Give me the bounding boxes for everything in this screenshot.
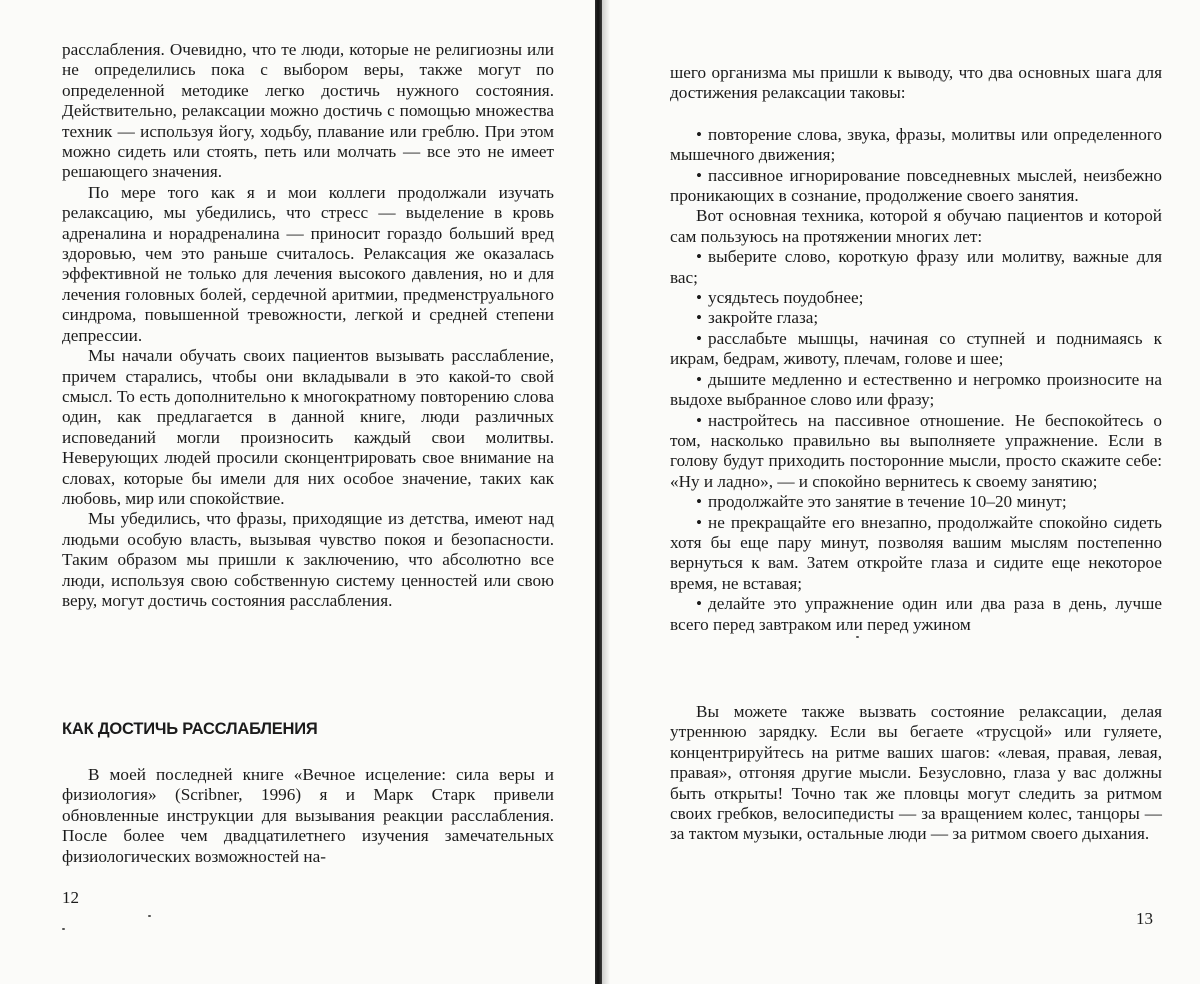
list-item: • делайте это упражнение один или два раза в день, лучше всего перед завтраком или перед ужином — [670, 594, 1162, 635]
technique-list — [670, 247, 1162, 635]
list-item: • пассивное игнорирование повседневных мыслей, неизбежно проникающих в сознание, продолжение своего занятия. — [670, 166, 1162, 207]
steps-list — [670, 125, 1162, 207]
paragraph: В моей последней книге «Вечное исцеление: сила веры и физиология» (Scribner, 1996) я и Марк Старк привели обновленные инструкции для вызывания реакции расслабления. После более чем двадцатилетнего изучения замечательных физиологических возможностей на- — [62, 765, 554, 867]
right-body-text-bottom — [670, 702, 1162, 845]
scan-speck — [62, 928, 65, 930]
paragraph: Мы убедились, что фразы, приходящие из детства, имеют над людьми особую власть, вызывая чувство покоя и безопасности. Таким образом мы пришли к заключению, что абсолютно все люди, используя свою собственную систему ценностей или свою веру, могут достичь состояния расслабления. — [62, 509, 554, 611]
list-item: • повторение слова, звука, фразы, молитвы или определенного мышечного движения; — [670, 125, 1162, 166]
bullet-icon: • — [696, 492, 702, 511]
bullet-icon: • — [696, 247, 702, 266]
page-number-left: 12 — [62, 888, 79, 908]
right-page — [0, 0, 1200, 984]
bullet-icon: • — [696, 329, 702, 348]
bullet-icon: • — [696, 288, 702, 307]
bullet-icon: • — [696, 370, 702, 389]
list-item: • закройте глаза; — [670, 308, 1162, 328]
list-item: • усядьтесь поудобнее; — [670, 288, 1162, 308]
bullet-icon: • — [696, 125, 702, 144]
paragraph: Вы можете также вызвать состояние релаксации, делая утреннюю зарядку. Если вы бегаете «трусцой» или гуляете, концентрируйтесь на ритме ваших шагов: «левая, правая, левая, правая», отгоняя другие мысли. Безусловно, глаза у вас должны быть открыты! Точно так же пловцы могут следить за ритмом своих гребков, велосипедисты — за вращением колес, танцоры — за тактом музыки, остальные люди — за ритмом своего дыхания. — [670, 702, 1162, 845]
section-heading: КАК ДОСТИЧЬ РАССЛАБЛЕНИЯ — [62, 720, 554, 739]
page-number-right: 13 — [1136, 909, 1153, 929]
paragraph: Мы начали обучать своих пациентов вызывать расслабление, причем старались, чтобы они вкладывали в это какой-то свой смысл. То есть дополнительно к многократному повторению слова один, как предлагается в данной книге, люди различных исповеданий могли произносить каждый свои молитвы. Неверующих людей просили сконцентрировать свое внимание на словах, которые бы имели для них особое значение, таких как любовь, мир или спокойствие. — [62, 346, 554, 509]
bullet-icon: • — [696, 594, 702, 613]
bullet-icon: • — [696, 411, 702, 430]
list-item: • настройтесь на пассивное отношение. Не беспокойтесь о том, насколько правильно вы выполняете упражнение. Если в голову будут приходить посторонние мысли, просто скажите себе: «Ну и ладно», — и спокойно вернитесь к своему занятию; — [670, 411, 1162, 493]
bullet-icon: • — [696, 513, 702, 532]
list-item: • продолжайте это занятие в течение 10–20 минут; — [670, 492, 1162, 512]
list-item: • выберите слово, короткую фразу или молитву, важные для вас; — [670, 247, 1162, 288]
list-item: • не прекращайте его внезапно, продолжайте спокойно сидеть хотя бы еще пару минут, позволяя вашим мыслям постепенно вернуться к вам. Затем откройте глаза и сидите еще некоторое время, не вставая; — [670, 513, 1162, 595]
bullet-icon: • — [696, 166, 702, 185]
bullet-icon: • — [696, 308, 702, 327]
paragraph: шего организма мы пришли к выводу, что два основных шага для достижения релаксации таковы: — [670, 63, 1162, 104]
right-body-text — [670, 63, 1162, 635]
paragraph: По мере того как я и мои коллеги продолжали изучать релаксацию, мы убедились, что стресс — выделение в кровь адреналина и норадреналина — приносит гораздо больший вред здоровью, чем это раньше считалось. Релаксация же оказалась эффективной не только для лечения высокого давления, но и для лечения головных болей, сердечной аритмии, предменструального синдрома, повышенной тревожности, легкой и средней степени депрессии. — [62, 183, 554, 346]
paragraph: расслабления. Очевидно, что те люди, которые не религиозны или не определились пока с выбором веры, также могут по определенной методике легко достичь нужного состояния. Действительно, релаксации можно достичь с помощью множества техник — используя йогу, ходьбу, плавание или греблю. При этом можно сидеть или стоять, петь или молчать — все это не имеет решающего значения. — [62, 40, 554, 183]
list-item: • расслабьте мышцы, начиная со ступней и поднимаясь к икрам, бедрам, животу, плечам, голове и шее; — [670, 329, 1162, 370]
scan-speck — [148, 915, 151, 917]
paragraph: Вот основная техника, которой я обучаю пациентов и которой сам пользуюсь на протяжении многих лет: — [670, 206, 1162, 247]
list-item: • дышите медленно и естественно и негромко произносите на выдохе выбранное слово или фразу; — [670, 370, 1162, 411]
scan-speck — [856, 636, 859, 638]
